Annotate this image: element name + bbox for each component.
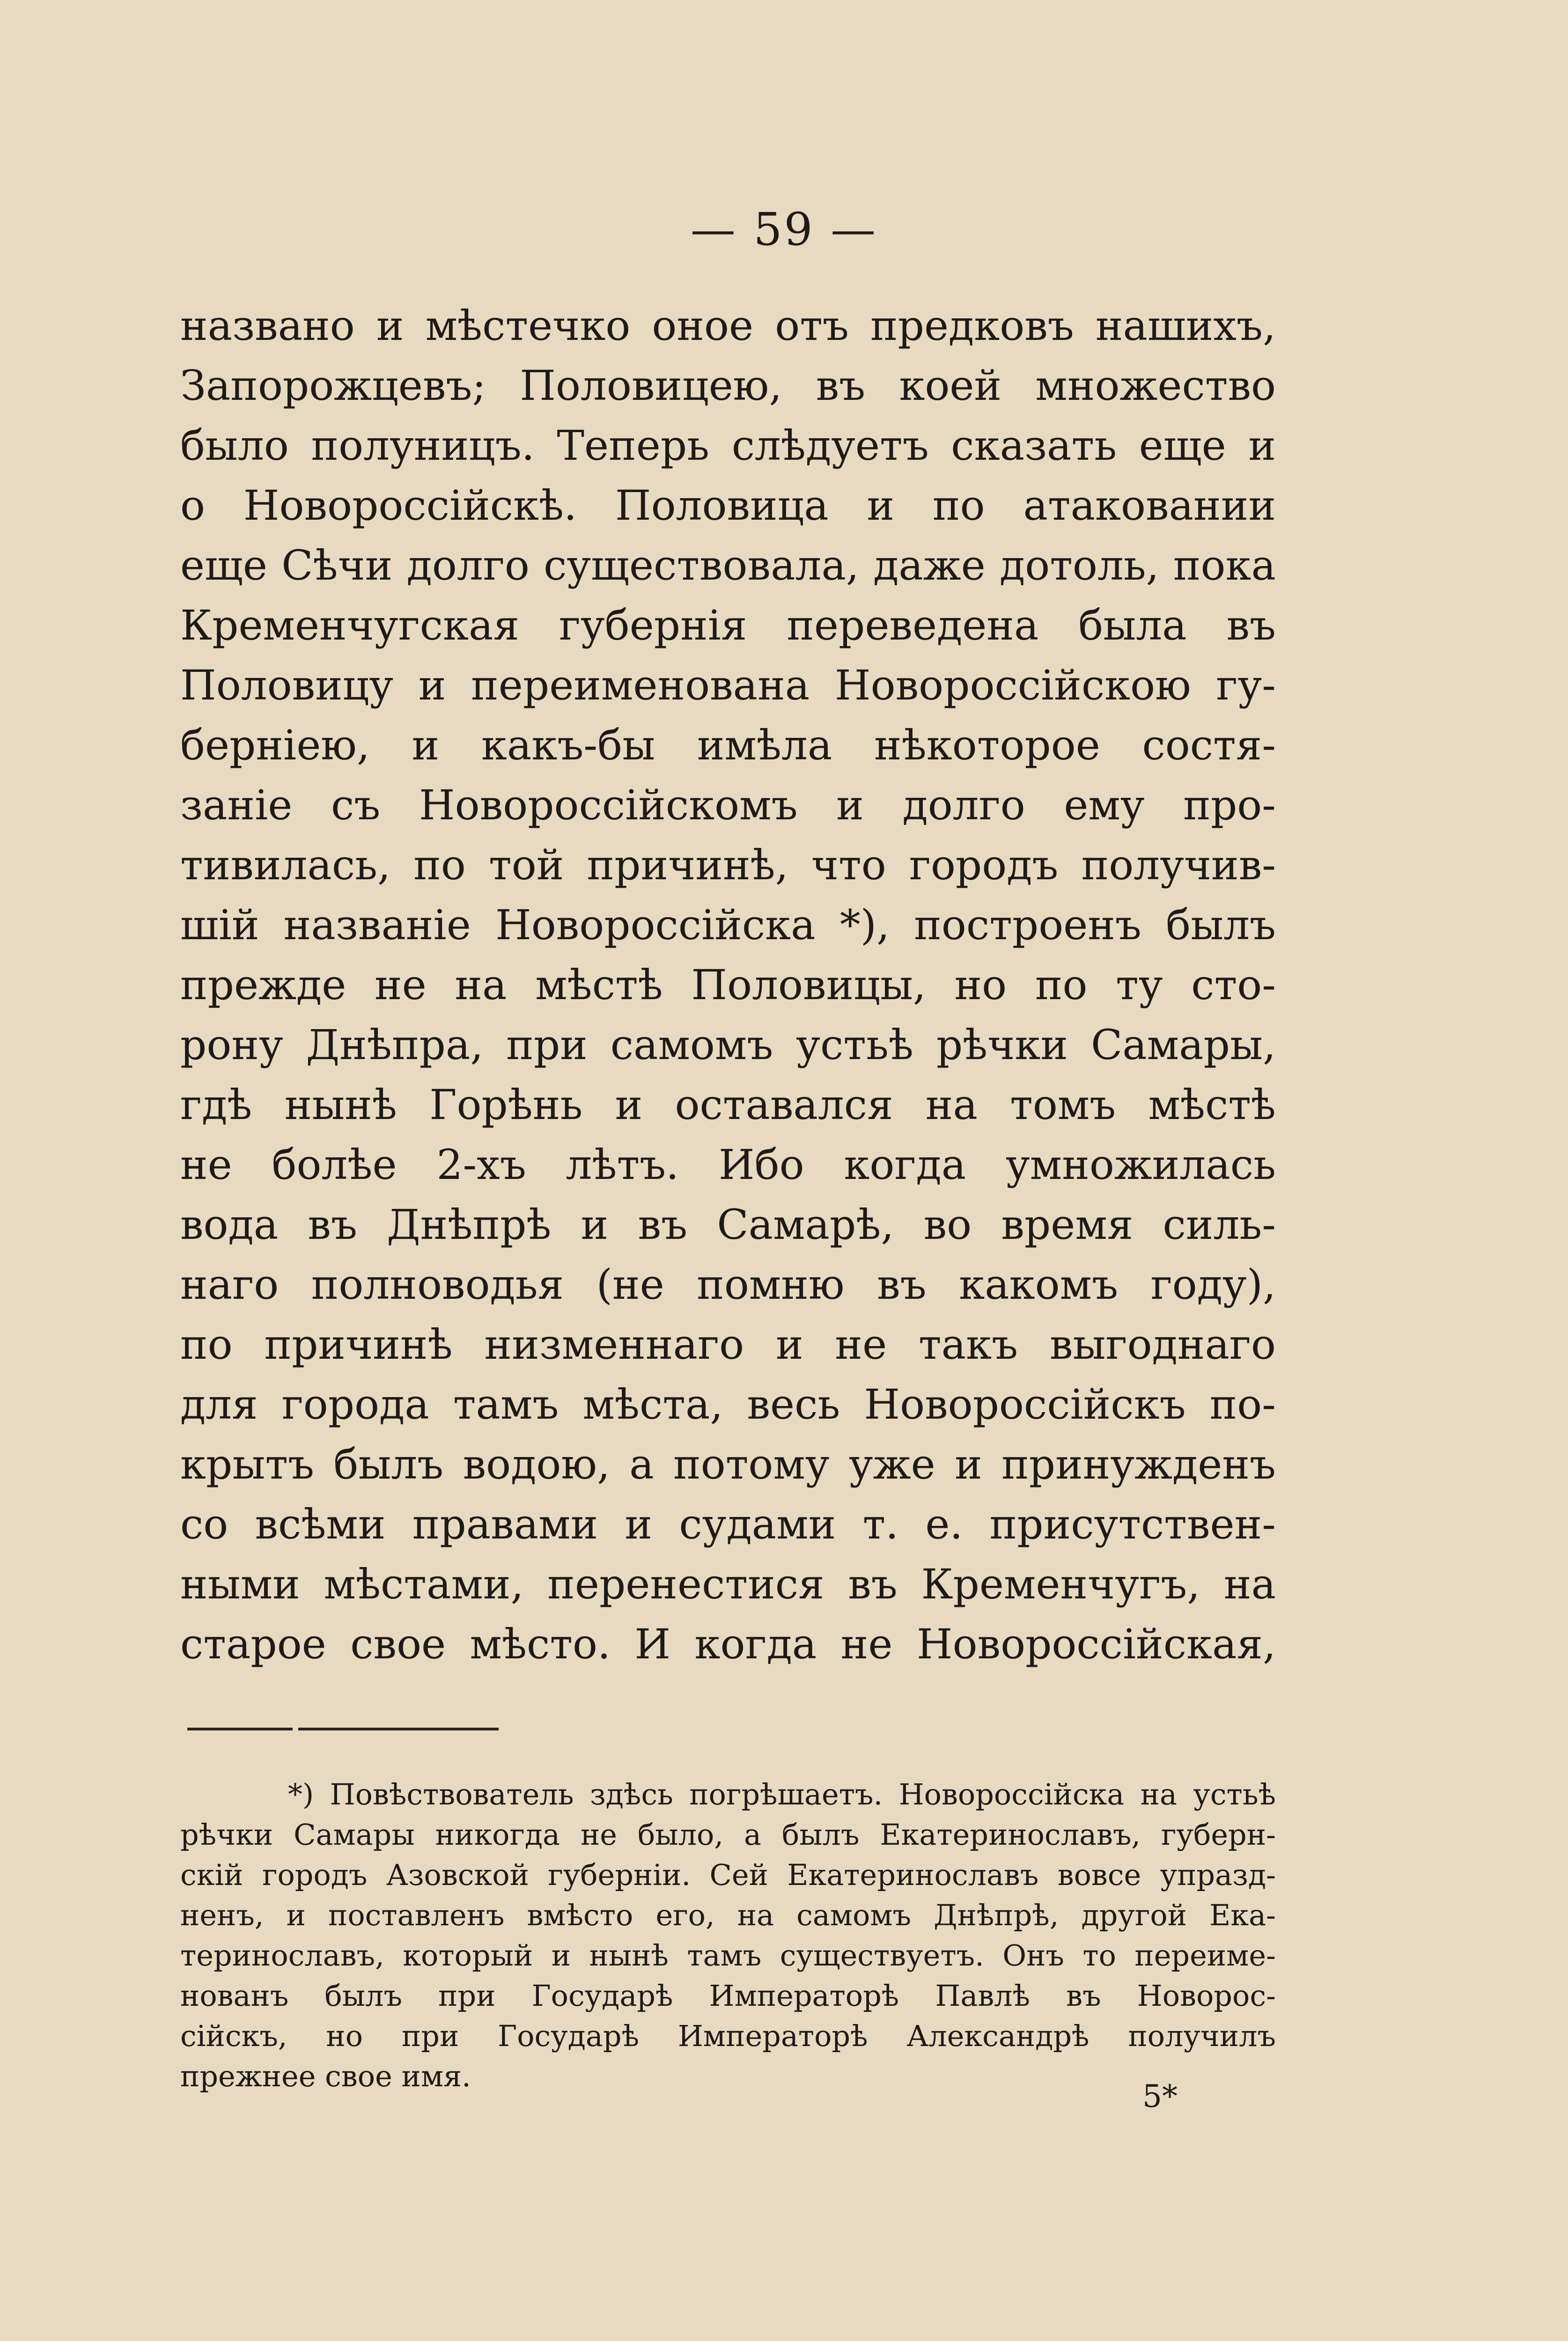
printer-signature-mark: 5* (1142, 2078, 1178, 2114)
text-line: заніе съ Новороссійскомъ и долго ему про- (180, 781, 1276, 829)
text-line: Запорожцевъ; Половицею, въ коей множество (180, 361, 1276, 410)
text-line: еще Сѣчи долго существовала, даже дотоль, пока (180, 541, 1276, 589)
footnote-line: *) Повѣствователь здѣсь погрѣшаетъ. Новороссійска на устьѣ (288, 1777, 1276, 1811)
text-line: ными мѣстами, перенестися въ Кременчугъ, на (180, 1560, 1276, 1608)
text-line: по причинѣ низменнаго и не такъ выгоднаго (180, 1320, 1276, 1369)
text-line: рону Днѣпра, при самомъ устьѣ рѣчки Самары, (180, 1021, 1276, 1069)
text-line: не болѣе 2-хъ лѣтъ. Ибо когда умножилась (180, 1141, 1276, 1189)
footnote-line: нованъ былъ при Государѣ Императорѣ Павлѣ въ Новорос- (180, 1979, 1276, 2013)
page-number: — 59 — (690, 203, 878, 256)
footnote-line: прежнее свое имя. (180, 2059, 471, 2093)
text-line: о Новороссійскѣ. Половица и по атаковании (180, 481, 1276, 530)
text-line: старое свое мѣсто. И когда не Новороссійская, (180, 1620, 1276, 1668)
main-text (180, 296, 1276, 1674)
text-line: прежде не на мѣстѣ Половицы, но по ту сто- (180, 961, 1276, 1009)
text-line: для города тамъ мѣста, весь Новороссійскъ по- (180, 1380, 1276, 1428)
text-line: Кременчугская губернія переведена была въ (180, 601, 1276, 649)
text-line: Половицу и переименована Новороссійскою гу- (180, 661, 1276, 709)
text-line: со всѣми правами и судами т. е. присутствен- (180, 1500, 1276, 1548)
footnote-separator (187, 1728, 499, 1730)
footnote (180, 1774, 1276, 2097)
footnote-line: сійскъ, но при Государѣ Императорѣ Александрѣ получилъ (180, 2019, 1276, 2053)
footnote-line: ненъ, и поставленъ вмѣсто его, на самомъ Днѣпрѣ, другой Ека- (180, 1898, 1276, 1932)
footnote-line: теринославъ, который и нынѣ тамъ существуетъ. Онъ то переиме- (180, 1938, 1276, 1973)
text-line: берніею, и какъ-бы имѣла нѣкоторое состя- (180, 721, 1276, 769)
text-line: наго полноводья (не помню въ какомъ году), (180, 1260, 1276, 1309)
text-line: крытъ былъ водою, а потому уже и принужденъ (180, 1440, 1276, 1488)
text-line: вода въ Днѣпрѣ и въ Самарѣ, во время силь- (180, 1200, 1276, 1249)
text-line: названо и мѣстечко оное отъ предковъ нашихъ, (180, 302, 1276, 350)
footnote-separator-gap (293, 1728, 298, 1730)
text-line: шій названіе Новороссійска *), построенъ былъ (180, 901, 1276, 949)
footnote-line: рѣчки Самары никогда не было, а былъ Екатеринославъ, губерн- (180, 1818, 1276, 1852)
footnote-line: скій городъ Азовской губерніи. Сей Екатеринославъ вовсе упразд- (180, 1858, 1276, 1892)
text-line: было полуницъ. Теперь слѣдуетъ сказать еще и (180, 421, 1276, 470)
text-line: гдѣ нынѣ Горѣнь и оставался на томъ мѣстѣ (180, 1081, 1276, 1129)
text-line: тивилась, по той причинѣ, что городъ получив- (180, 841, 1276, 889)
